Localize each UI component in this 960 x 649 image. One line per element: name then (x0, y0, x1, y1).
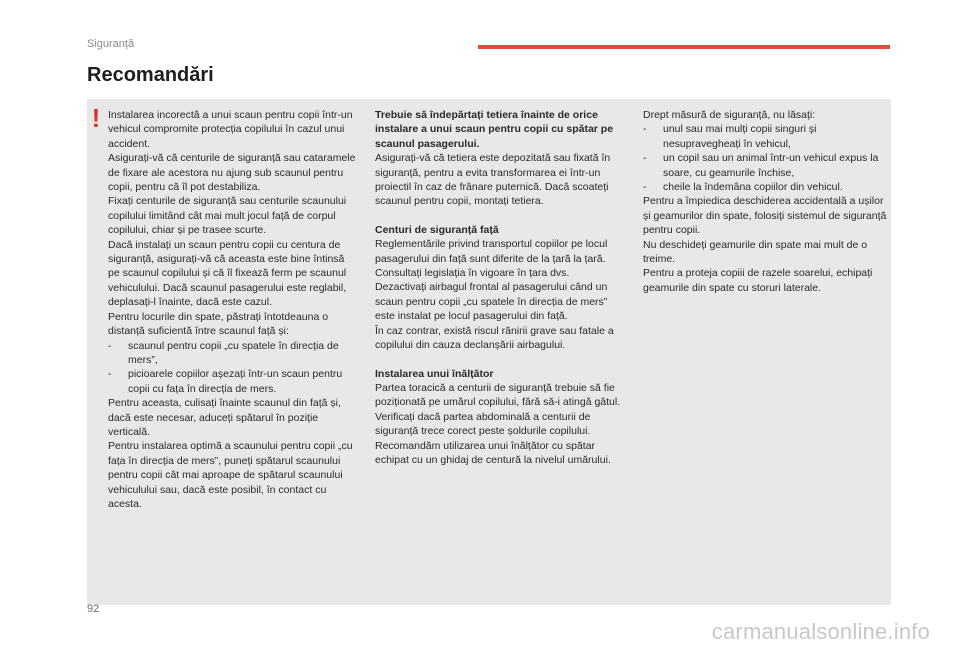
dash-marker: - (643, 181, 647, 194)
paragraph: Reglementările privind transportul copiilor pe locul pasagerului din față sunt diferite de la țară la țară. Consultați legislația în vigoare în țara dvs. (375, 238, 608, 280)
dash-marker: - (108, 339, 112, 352)
exclamation-icon: ! (91, 103, 101, 133)
bold-notice: Trebuie să îndepărtați tetiera înainte de orice instalare a unui scaun pentru copii cu spătar pe scaunul pasagerului. (375, 109, 614, 150)
page-number: 92 (87, 603, 100, 615)
paragraph: Pentru a proteja copiii de razele soarelui, echipați geamurile din spate cu storuri laterale. (643, 267, 873, 294)
subheading-front-seatbelts: Centuri de siguranță față (375, 223, 499, 236)
paragraph: Dezactivați airbagul frontal al pasagerului când un scaun pentru copii „cu spatele în direcția de mers” este instalat pe locul pasagerului din față. (375, 281, 608, 323)
dash-list-item (108, 367, 358, 396)
paragraph: Fixați centurile de siguranță sau centurile scaunului copilului limitând cât mai mult jocul față de corpul copilului, chiar și pe trasee scurte. (108, 195, 347, 237)
paragraph: Pentru locurile din spate, păstrați întotdeauna o distanță suficientă între scaunul față și: (108, 310, 329, 338)
dash-item-text: un copil sau un animal într-un vehicul expus la soare, cu geamurile închise, (663, 152, 879, 179)
page-title: Recomandări (87, 64, 214, 86)
paragraph: Verificați dacă partea abdominală a centurii de siguranță trece corect peste șoldurile copilului. (375, 410, 591, 438)
dash-item-text: picioarele copiilor așezați într-un scaun pentru copii cu fața în direcția de mers. (128, 368, 343, 395)
dash-item-text: unul sau mai mulți copii singuri și nesupravegheați în vehicul, (663, 123, 817, 150)
dash-marker: - (643, 123, 647, 136)
paragraph: Instalarea incorectă a unui scaun pentru copii într-un vehicul compromite protecția copilului în cazul unui accident. (108, 109, 353, 150)
paragraph: Drept măsură de siguranță, nu lăsați: (643, 109, 816, 121)
column-2 (375, 108, 625, 467)
paragraph: Dacă instalați un scaun pentru copii cu centura de siguranță, asigurați-vă că aceasta este bine întinsă pe scaunul copilului și că îl fixează ferm pe scaunul vehiculului. Dacă scaunul pasagerului este reglabil, deplasați-l înainte, dacă este cazul. (108, 238, 347, 309)
dash-marker: - (643, 152, 647, 165)
paragraph: Recomandăm utilizarea unui înălțător cu spătar echipat cu un ghidaj de centură la nivelul umărului. (375, 439, 611, 466)
paragraph: Asigurați-vă că centurile de siguranță sau cataramele de fixare ale acestora nu ajung sub scaunul pentru copii, pentru că îl pot destabiliza. (108, 152, 356, 194)
header-accent-rule (478, 45, 890, 49)
column-1 (108, 108, 358, 511)
paragraph: Asigurați-vă că tetiera este depozitată sau fixată în siguranță, pentru a evita transformarea ei într-un proiectil în caz de frânare puternică. Dacă scoateți scaunul pentru copii, montați tetiera. (375, 152, 611, 208)
section-label: Siguranță (87, 38, 135, 50)
subheading-booster: Instalarea unui înălțător (375, 367, 494, 380)
paragraph: Pentru instalarea optimă a scaunului pentru copii „cu fața în direcția de mers”, puneți spătarul scaunului pentru copii cât mai aproape de spătarul scaunului vehiculului sau, dacă este posibil, în contact cu acesta. (108, 440, 353, 510)
dash-marker: - (108, 368, 112, 381)
paragraph: În caz contrar, există riscul rănirii grave sau fatale a copilului din cauza declanșării airbagului. (375, 324, 614, 352)
paragraph: Partea toracică a centurii de siguranță trebuie să fie poziționată pe umărul copilului, fără să-i atingă gâtul. (375, 381, 621, 409)
dash-list-item (108, 339, 358, 368)
dash-item-text: cheile la îndemâna copiilor din vehicul. (663, 181, 843, 194)
watermark: carmanualsonline.info (711, 619, 930, 644)
column-3 (643, 108, 888, 295)
dash-list-item (643, 180, 888, 194)
paragraph: Pentru a împiedica deschiderea accidentală a ușilor și geamurilor din spate, folosiți sistemul de siguranță pentru copii. (643, 195, 887, 237)
dash-list-item (643, 151, 888, 180)
dash-list-item (643, 122, 888, 151)
paragraph: Nu deschideți geamurile din spate mai mult de o treime. (643, 238, 868, 266)
dash-item-text: scaunul pentru copii „cu spatele în direcția de mers”, (128, 339, 339, 366)
paragraph: Pentru aceasta, culisați înainte scaunul din față și, dacă este necesar, aduceți spătarul în poziție verticală. (108, 397, 341, 438)
